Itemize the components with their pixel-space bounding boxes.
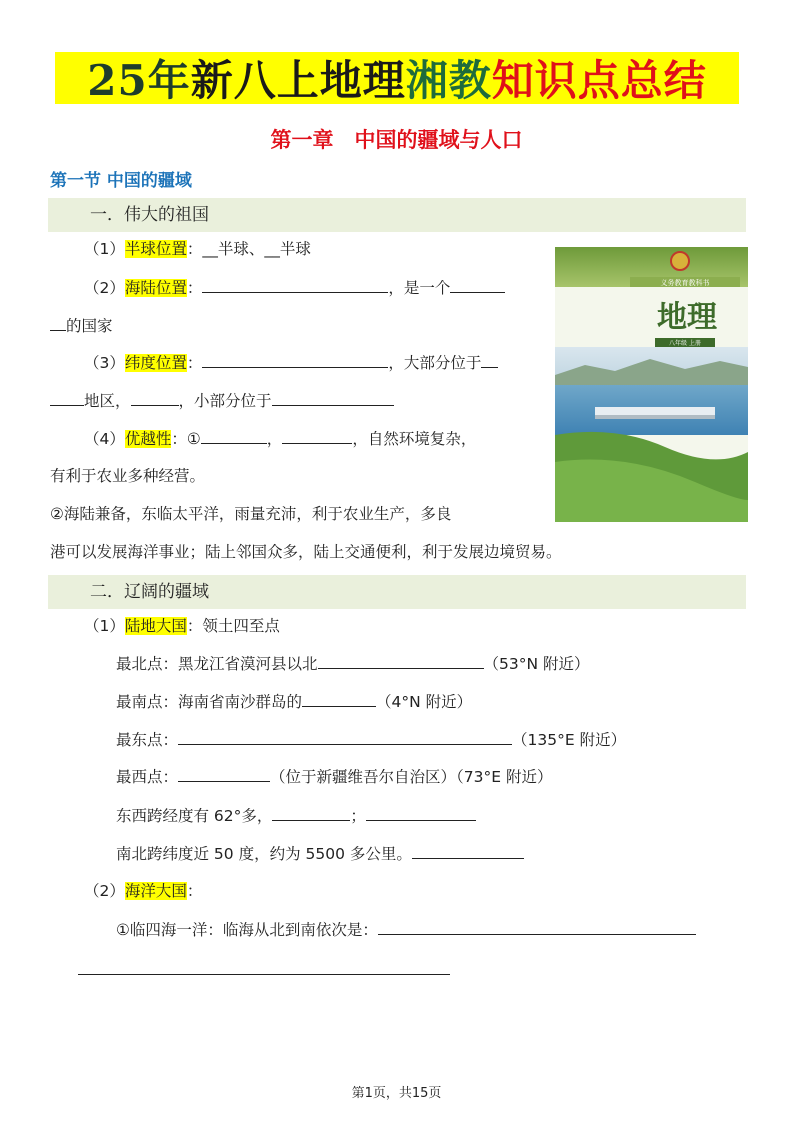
answer-blank[interactable] xyxy=(78,958,450,975)
latitude-key: 纬度位置 xyxy=(124,354,187,372)
land-sea-line: （2）海陆位置： ，是一个 xyxy=(84,276,505,299)
section-heading: 第一节 中国的疆域 xyxy=(50,171,192,191)
chapter-heading: 第一章 中国的疆域与人口 xyxy=(270,127,523,152)
title-year: 25年 xyxy=(87,56,191,105)
answer-blank[interactable] xyxy=(378,918,696,935)
advantage-key: 优越性 xyxy=(124,430,172,448)
cover-series-text: 义务教育教科书 xyxy=(660,279,710,287)
cover-grade-text: 八年级 上册 xyxy=(669,340,701,347)
hemisphere-key: 半球位置 xyxy=(124,240,187,258)
sea-country-key: 海洋大国 xyxy=(124,882,187,900)
northernmost-line: 最北点：黑龙江省漠河县以北 （53°N 附近） xyxy=(116,652,590,675)
document-title xyxy=(55,50,739,106)
hemisphere-line: （1）半球位置：__半球、__半球 xyxy=(84,240,311,258)
land-sea-key: 海陆位置 xyxy=(124,279,187,297)
four-seas-line-2 xyxy=(78,958,450,981)
answer-blank[interactable] xyxy=(50,314,66,331)
four-seas-line: ①临四海一洋：临海从北到南依次是： xyxy=(116,918,696,941)
answer-blank[interactable] xyxy=(272,804,350,821)
answer-blank[interactable] xyxy=(201,427,267,444)
advantage-line: （4）优越性：① ， ，自然环境复杂， xyxy=(84,427,476,450)
sea-country-line: （2）海洋大国： xyxy=(84,882,203,900)
textbook-cover-image xyxy=(555,247,748,522)
north-south-span-line: 南北跨纬度近 50 度，约为 5500 多公里。 xyxy=(116,842,524,865)
east-west-span-line: 东西跨经度有 62°多， ； xyxy=(116,804,476,827)
title-summary: 知识点总结 xyxy=(491,56,707,105)
southernmost-line: 最南点：海南省南沙群岛的 （4°N 附近） xyxy=(116,690,472,713)
easternmost-line: 最东点： （135°E 附近） xyxy=(116,728,626,751)
answer-blank[interactable] xyxy=(318,652,484,669)
answer-blank[interactable] xyxy=(178,728,512,745)
land-sea-line-2: 的国家 xyxy=(50,314,113,337)
answer-blank[interactable] xyxy=(50,389,84,406)
land-country-line: （1）陆地大国：领土四至点 xyxy=(84,617,280,635)
answer-blank[interactable] xyxy=(272,389,394,406)
answer-blank[interactable] xyxy=(450,276,505,293)
answer-blank[interactable] xyxy=(481,351,498,368)
answer-blank[interactable] xyxy=(412,842,524,859)
part2-heading: 二．辽阔的疆域 xyxy=(90,582,209,602)
answer-blank[interactable] xyxy=(302,690,376,707)
latitude-line-2: 地区， ，小部分位于 xyxy=(50,389,394,412)
title-publisher: 湘教 xyxy=(405,56,492,105)
advantage-line-4: 港可以发展海洋事业；陆上邻国众多，陆上交通便利，利于发展边境贸易。 xyxy=(50,543,562,561)
answer-blank[interactable] xyxy=(131,389,179,406)
westernmost-line: 最西点： （位于新疆维吾尔自治区）（73°E 附近） xyxy=(116,765,552,788)
answer-blank[interactable] xyxy=(202,351,388,368)
answer-blank[interactable] xyxy=(202,276,388,293)
latitude-line: （3）纬度位置： ，大部分位于 xyxy=(84,351,498,374)
title-grade: 新八上地理 xyxy=(190,56,406,105)
answer-blank[interactable] xyxy=(178,765,270,782)
cover-title-text: 地理 xyxy=(657,300,717,335)
answer-blank[interactable] xyxy=(366,804,476,821)
page-number: 第1页，共15页 xyxy=(351,1086,442,1101)
advantage-line-2: 有利于农业多种经营。 xyxy=(50,467,206,485)
advantage-line-3: ②海陆兼备，东临太平洋，雨量充沛，利于农业生产，多良 xyxy=(50,505,452,523)
part1-heading: 一．伟大的祖国 xyxy=(90,205,209,225)
answer-blank[interactable] xyxy=(282,427,352,444)
land-country-key: 陆地大国 xyxy=(124,617,187,635)
